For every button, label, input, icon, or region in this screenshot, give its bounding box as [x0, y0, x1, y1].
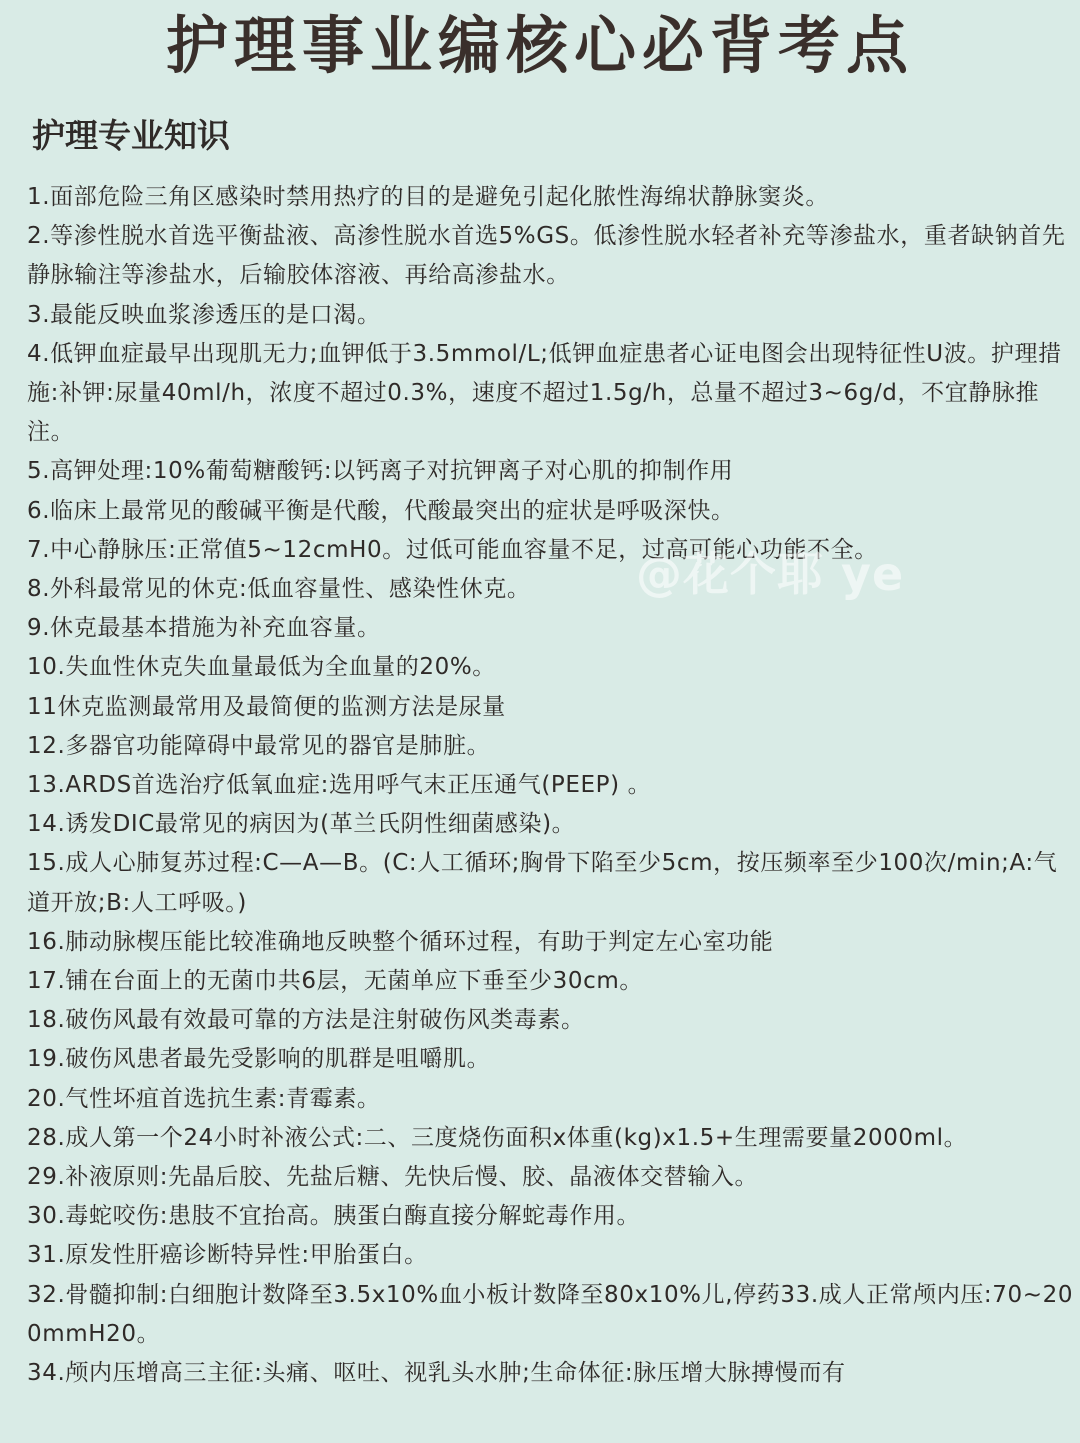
list-item: 6.临床上最常见的酸碱平衡是代酸，代酸最突出的症状是呼吸深快。	[27, 497, 735, 524]
list-item: 28.成人第一个24小时补液公式:二、三度烧伤面积x体重(kg)x1.5+生理需要量2000ml。	[27, 1124, 968, 1151]
list-item: 16.肺动脉楔压能比较准确地反映整个循环过程，有助于判定左心室功能	[27, 928, 774, 955]
list-item: 32.骨髓抑制:白细胞计数降至3.5x10%血小板计数降至80x10%儿,停药33.成人正常颅内压:70~200mmH20。	[27, 1281, 1074, 1347]
list-item: 3.最能反映血浆渗透压的是口渴。	[27, 301, 381, 328]
knowledge-list	[27, 178, 1075, 1393]
list-item: 5.高钾处理:10%葡萄糖酸钙:以钙离子对抗钾离子对心肌的抑制作用	[27, 458, 734, 485]
list-item: 8.外科最常见的休克:低血容量性、感染性休克。	[27, 576, 531, 603]
list-item: 15.成人心肺复苏过程:C—A—B。(C:人工循环;胸骨下陷至少5cm，按压频率至少100次/min;A:气道开放;B:人工呼吸。)	[27, 850, 1058, 916]
list-item: 12.多器官功能障碍中最常见的器官是肺脏。	[27, 732, 491, 759]
list-item: 11休克监测最常用及最简便的监测方法是尿量	[27, 693, 506, 720]
list-item: 34.颅内压增高三主征:头痛、呕吐、视乳头水肿;生命体征:脉压增大脉搏慢而有	[27, 1360, 846, 1387]
section-heading: 护理专业知识	[32, 116, 230, 155]
list-item: 20.气性坏疽首选抗生素:青霉素。	[27, 1085, 381, 1112]
list-item: 9.休克最基本措施为补充血容量。	[27, 615, 381, 642]
list-item: 7.中心静脉压:正常值5~12cmH0。过低可能血容量不足，过高可能心功能不全。	[27, 536, 878, 563]
list-item: 17.铺在台面上的无菌巾共6层，无菌单应下垂至少30cm。	[27, 968, 643, 995]
list-item: 31.原发性肝癌诊断特异性:甲胎蛋白。	[27, 1242, 428, 1269]
list-item: 2.等渗性脱水首选平衡盐液、高渗性脱水首选5%GS。低渗性脱水轻者补充等渗盐水，重者缺钠首先静脉输注等渗盐水，后输胶体溶液、再给高渗盐水。	[27, 223, 1066, 289]
list-item: 19.破伤风患者最先受影响的肌群是咀嚼肌。	[27, 1046, 491, 1073]
list-item: 4.低钾血症最早出现肌无力;血钾低于3.5mmol/L;低钾血症患者心证电图会出现特征性U波。护理措施:补钾:尿量40ml/h，浓度不超过0.3%，速度不超过1.5g/h，总量不超过3~6g/d，不宜静脉推注。	[27, 340, 1062, 446]
page-title: 护理事业编核心必背考点	[165, 9, 914, 82]
list-item: 18.破伤风最有效最可靠的方法是注射破伤风类毒素。	[27, 1007, 585, 1034]
list-item: 13.ARDS首选治疗低氧血症:选用呼气末正压通气(PEEP) 。	[27, 772, 652, 799]
list-item: 30.毒蛇咬伤:患肢不宜抬高。胰蛋白酶直接分解蛇毒作用。	[27, 1203, 641, 1230]
list-item: 29.补液原则:先晶后胶、先盐后糖、先快后慢、胶、晶液体交替输入。	[27, 1164, 759, 1191]
list-item: 1.面部危险三角区感染时禁用热疗的目的是避免引起化脓性海绵状静脉窦炎。	[27, 184, 829, 210]
watermark: @花个耶 ye	[636, 547, 905, 601]
list-item: 10.失血性休克失血量最低为全血量的20%。	[27, 654, 496, 681]
list-item: 14.诱发DIC最常见的病因为(革兰氏阴性细菌感染)。	[27, 811, 576, 838]
